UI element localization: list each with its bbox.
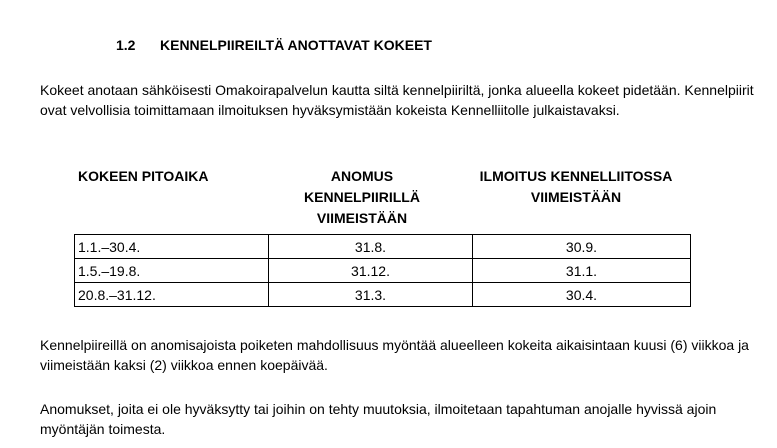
cell-notice: 30.4. (473, 283, 691, 307)
note-paragraph-2: Anomukset, joita ei ole hyväksytty tai joihin on tehty muutoksia, ilmoitetaan tapahtuman anojalle hyvissä ajoin myöntäjän toimesta. (40, 401, 717, 437)
table-row (75, 259, 691, 283)
header-notice-deadline: ILMOITUS KENNELLIITOSSA VIIMEISTÄÄN (479, 168, 673, 205)
header-test-period: KOKEEN PITOAIKA (78, 168, 209, 184)
cell-notice: 31.1. (473, 259, 691, 283)
cell-period: 1.5.–19.8. (75, 259, 269, 283)
header-application-deadline: ANOMUS KENNELPIIRILLÄ VIIMEISTÄÄN (304, 168, 420, 226)
section-heading (116, 37, 432, 53)
cell-period: 1.1.–30.4. (75, 235, 269, 259)
cell-period: 20.8.–31.12. (75, 283, 269, 307)
cell-application: 31.8. (269, 235, 473, 259)
cell-application: 31.12. (269, 259, 473, 283)
section-title: KENNELPIIREILTÄ ANOTTAVAT KOKEET (160, 37, 432, 53)
intro-paragraph: Kokeet anotaan sähköisesti Omakoirapalvelun kautta siltä kennelpiiriltä, jonka alueella kokeet pidetään. Kennelpiirit ovat velvollisia toimittamaan ilmoituksen hyväksymistään kokeista Kennelliitolle julkaistavaksi. (40, 82, 754, 118)
note-paragraph-1: Kennelpiireillä on anomisajoista poiketen mahdollisuus myöntää alueelleen kokeita aikaisintaan kuusi (6) viikkoa ja viimeistään kaksi (2) viikkoa ennen koepäivää. (40, 337, 749, 373)
table-row (75, 283, 691, 307)
cell-application: 31.3. (269, 283, 473, 307)
table-row (75, 235, 691, 259)
cell-notice: 30.9. (473, 235, 691, 259)
section-number: 1.2 (116, 37, 136, 53)
deadline-table (74, 234, 691, 307)
